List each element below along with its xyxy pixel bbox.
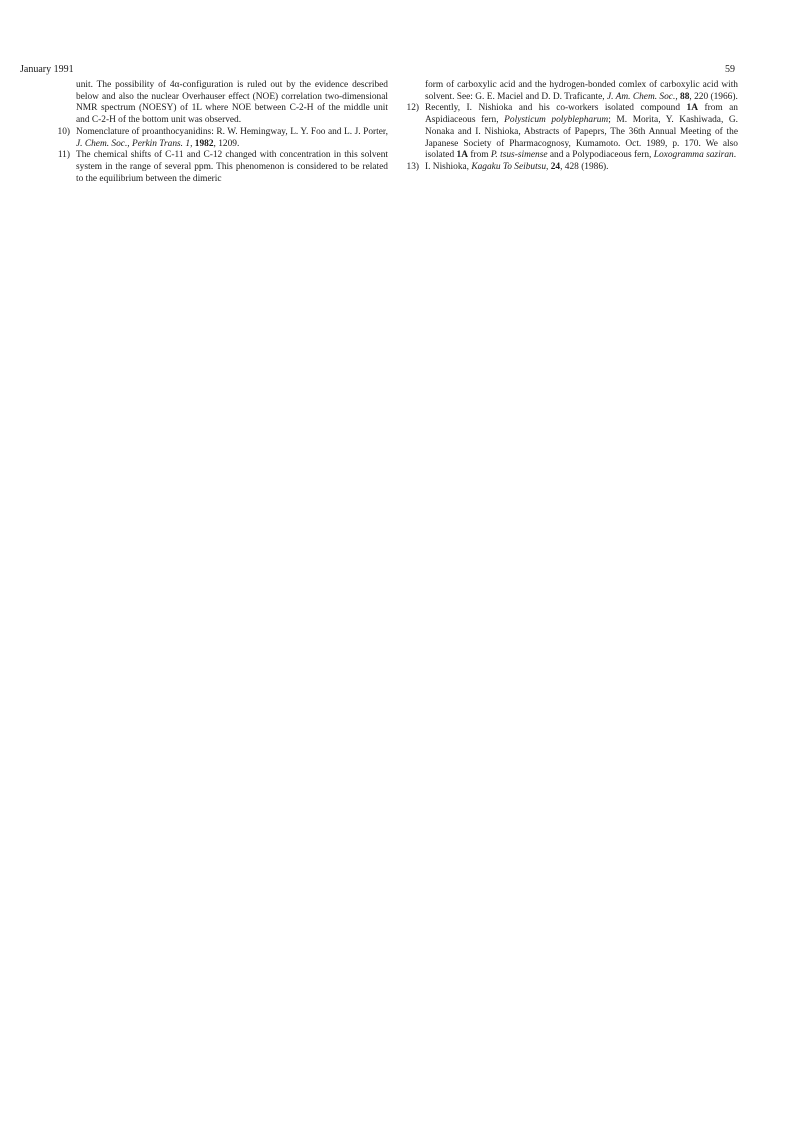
species-name: Polysticum polyblepharum [504, 115, 609, 126]
species-name: P. tsus-simense [490, 150, 548, 161]
reference-10 [20, 127, 388, 150]
journal-name: Kagaku To Seibutsu [471, 161, 547, 172]
volume: 88 [680, 91, 690, 102]
reference-text: Nomenclature of proanthocyanidins: R. W. Hemingway, L. Y. Foo and L. J. Porter, J. Chem. Soc., Perkin Trans. 1, 1982, 1209. [76, 126, 388, 149]
reference-11 [20, 150, 388, 185]
year: 1982 [194, 138, 214, 149]
running-header-date: January 1991 [20, 64, 74, 75]
reference-13 [395, 162, 738, 174]
reference-number: 12) [406, 103, 419, 114]
species-name: Loxogramma saziran [653, 150, 734, 161]
reference-number: 10) [57, 126, 70, 137]
journal-name: J. Am. Chem. Soc. [607, 91, 676, 102]
journal-name: J. Chem. Soc., Perkin Trans. 1 [76, 138, 191, 149]
reference-text: I. Nishioka, Kagaku To Seibutsu, 24, 428 (1986). [425, 161, 609, 172]
reference-text: Recently, I. Nishioka and his co-workers isolated compound 1A from an Aspidiaceous fern, Polysticum polyblepharum; M. Morita, Y. Kashiwada, G. Nonaka and I. Nishioka, Abstracts of Papeprs, The 36th Annual Meeting of the Japanese Society of Pharmacognosy, Kumamoto. Oct. 1989, p. 170. We also isolated 1A from P. tsus-simense and a Polypodiaceous fern, Loxogramma saziran. [425, 103, 739, 161]
compound-label: 1A [456, 150, 468, 161]
volume: 24 [550, 161, 561, 172]
reference-number: 13) [406, 161, 419, 172]
note-9-continuation: unit. The possibility of 4α-configuration is ruled out by the evidence described below and also the nuclear Overhauser effect (NOE) correlation two-dimensional NMR spectrum (NOESY) of 1L where NOE between C-2-H of the middle unit and C-2-H of the bottom unit was observed. [76, 80, 388, 126]
right-column [395, 80, 738, 174]
reference-text: The chemical shifts of C-11 and C-12 changed with concentration in this solvent system in the range of several ppm. This phenomenon is considered to be related to the equilibrium between the dimeric [76, 150, 388, 184]
reference-12 [395, 103, 738, 162]
page-number: 59 [725, 64, 735, 75]
reference-number: 11) [57, 150, 70, 161]
compound-label: 1A [686, 103, 698, 114]
left-column [20, 80, 388, 185]
note-11-continuation: form of carboxylic acid and the hydrogen-bonded comlex of carboxylic acid with solvent. See: G. E. Maciel and D. D. Traficante, J. Am. Chem. Soc., 88, 220 (1966). [425, 80, 738, 102]
